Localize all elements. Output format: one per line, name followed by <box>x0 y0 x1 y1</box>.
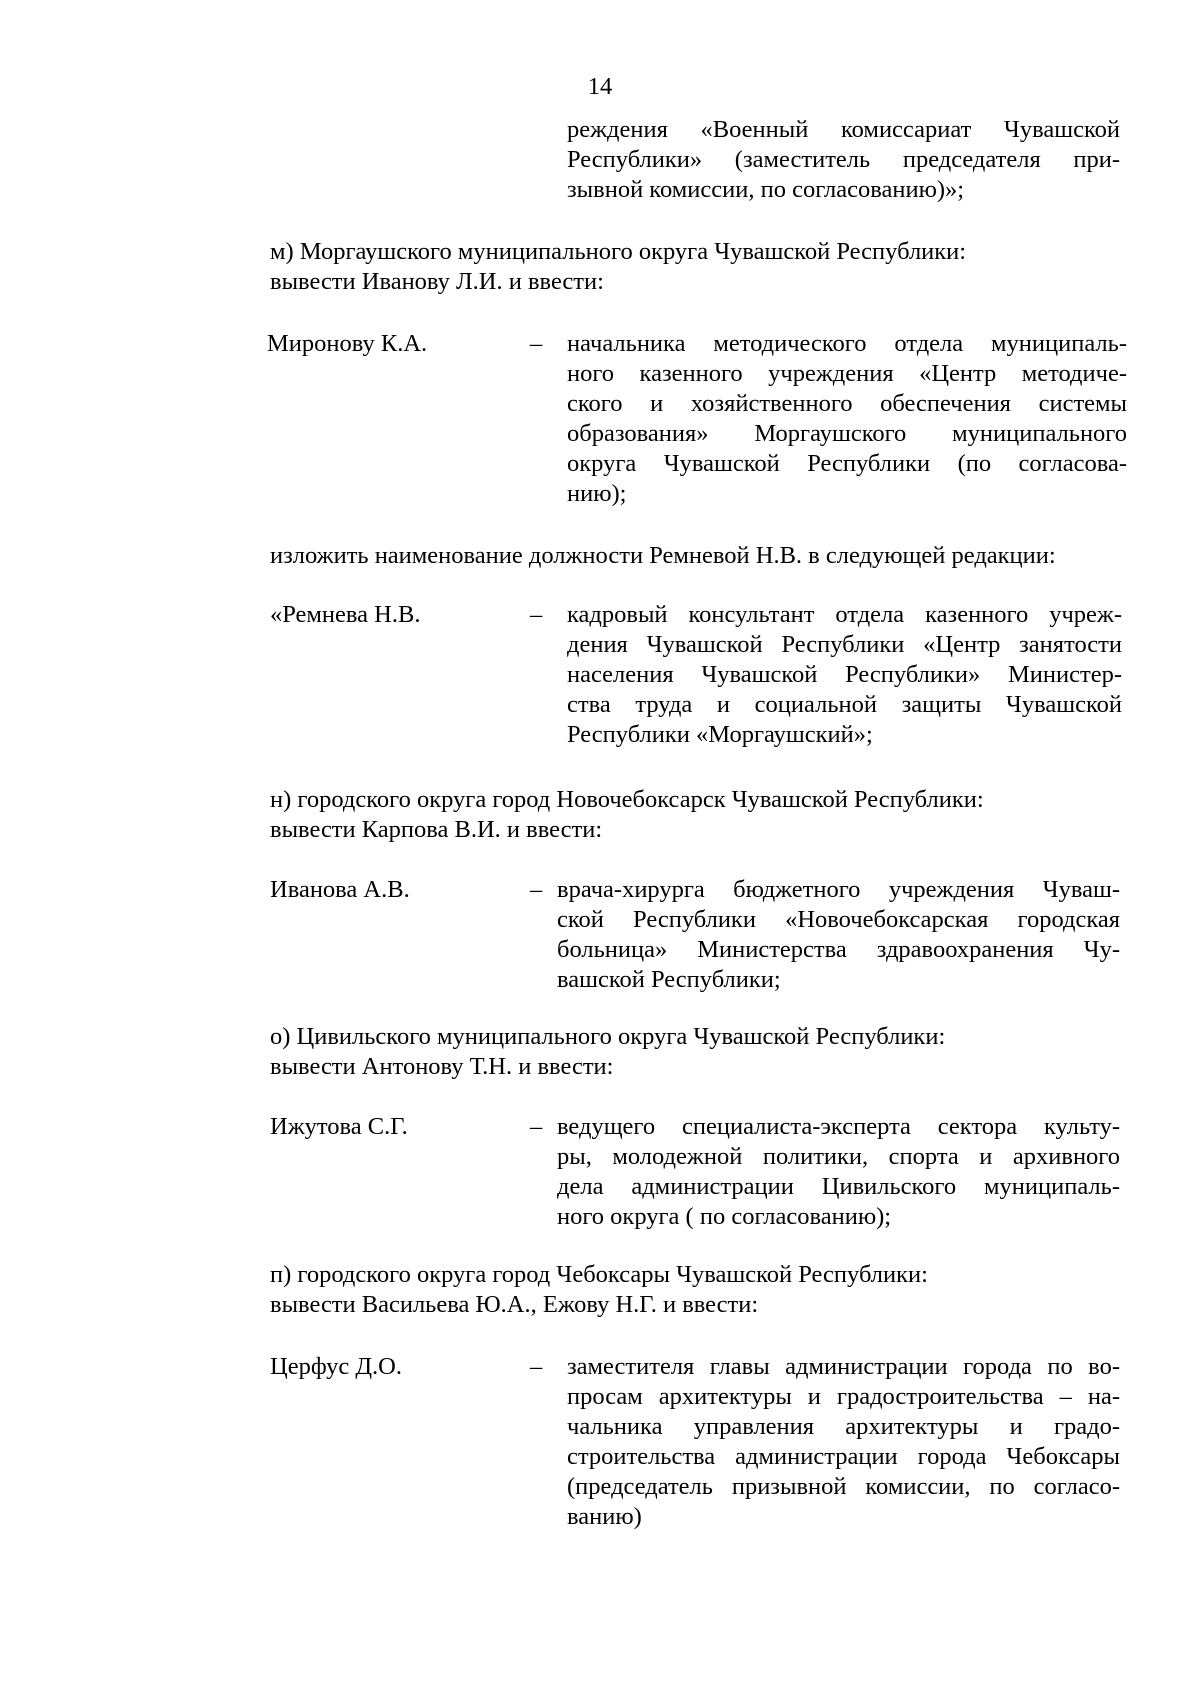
section-heading-o: о) Цивильского муниципального округа Чувашской Республики: <box>270 1023 946 1050</box>
text-line: дела администрации Цивильского муниципаль- <box>557 1173 1120 1200</box>
entry-dash: – <box>530 330 543 357</box>
page-number: 14 <box>587 73 613 100</box>
rename-heading: изложить наименование должности Ремневой Н.В. в следующей редакции: <box>270 542 1056 569</box>
text-line: больница» Министерства здравоохранения Чу- <box>557 936 1120 963</box>
text-line: реждения «Военный комиссариат Чувашской <box>567 116 1120 143</box>
top-continuation <box>567 115 1120 205</box>
entry-description <box>567 1352 1120 1532</box>
entry-name: Иванова А.В. <box>270 876 410 903</box>
entry-dash: – <box>530 876 543 903</box>
text-line: ры, молодежной политики, спорта и архивного <box>557 1143 1120 1170</box>
entry-description <box>557 875 1120 995</box>
section-instruction-m: вывести Иванову Л.И. и ввести: <box>270 268 604 295</box>
entry-description <box>567 600 1122 750</box>
section-instruction-n: вывести Карпова В.И. и ввести: <box>270 816 603 843</box>
entry-dash: – <box>530 1113 543 1140</box>
text-line: строительства администрации города Чебоксары <box>567 1443 1120 1470</box>
text-line: ского и хозяйственного обеспечения системы <box>567 390 1127 417</box>
text-line: просам архитектуры и градостроительства – на- <box>567 1383 1120 1410</box>
section-heading-p: п) городского округа город Чебоксары Чувашской Республики: <box>270 1261 928 1288</box>
section-heading-n: н) городского округа город Новочебоксарск Чувашской Республики: <box>270 786 984 813</box>
text-line: зывной комиссии, по согласованию)»; <box>567 176 965 203</box>
text-line: ного округа ( по согласованию); <box>557 1203 892 1230</box>
entry-name: Ижутова С.Г. <box>270 1113 408 1140</box>
text-line: образования» Моргаушского муниципального <box>567 420 1127 447</box>
text-line: вашской Республики; <box>557 966 781 993</box>
entry-name: Миронову К.А. <box>267 330 428 357</box>
text-line: заместителя главы администрации города по во- <box>567 1353 1120 1380</box>
text-line: ства труда и социальной защиты Чувашской <box>567 691 1122 718</box>
entry-name: «Ремнева Н.В. <box>270 601 421 628</box>
entry-description <box>557 1112 1120 1232</box>
entry-name: Церфус Д.О. <box>270 1353 402 1380</box>
text-line: ванию) <box>567 1503 642 1530</box>
entry-description <box>567 329 1127 509</box>
text-line: начальника методического отдела муниципаль- <box>567 330 1127 357</box>
text-line: населения Чувашской Республики» Министер- <box>567 661 1122 688</box>
text-line: ведущего специалиста-эксперта сектора культу- <box>557 1113 1120 1140</box>
section-instruction-p: вывести Васильева Ю.А., Ежову Н.Г. и ввести: <box>270 1291 759 1318</box>
text-line: чальника управления архитектуры и градо- <box>567 1413 1120 1440</box>
text-line: ской Республики «Новочебоксарская городская <box>557 906 1120 933</box>
text-line: (председатель призывной комиссии, по согласо- <box>567 1473 1120 1500</box>
text-line: нию); <box>567 480 627 507</box>
entry-dash: – <box>530 1353 543 1380</box>
entry-dash: – <box>530 601 543 628</box>
text-line: Республики «Моргаушский»; <box>567 721 873 748</box>
text-line: дения Чувашской Республики «Центр занятости <box>567 631 1122 658</box>
text-line: Республики» (заместитель председателя при- <box>567 146 1120 173</box>
section-instruction-o: вывести Антонову Т.Н. и ввести: <box>270 1053 614 1080</box>
text-line: ного казенного учреждения «Центр методиче- <box>567 360 1127 387</box>
text-line: врача-хирурга бюджетного учреждения Чуваш- <box>557 876 1120 903</box>
text-line: кадровый консультант отдела казенного учреж- <box>567 601 1122 628</box>
section-heading-m: м) Моргаушского муниципального округа Чувашской Республики: <box>270 238 967 265</box>
text-line: округа Чувашской Республики (по согласова- <box>567 450 1127 477</box>
